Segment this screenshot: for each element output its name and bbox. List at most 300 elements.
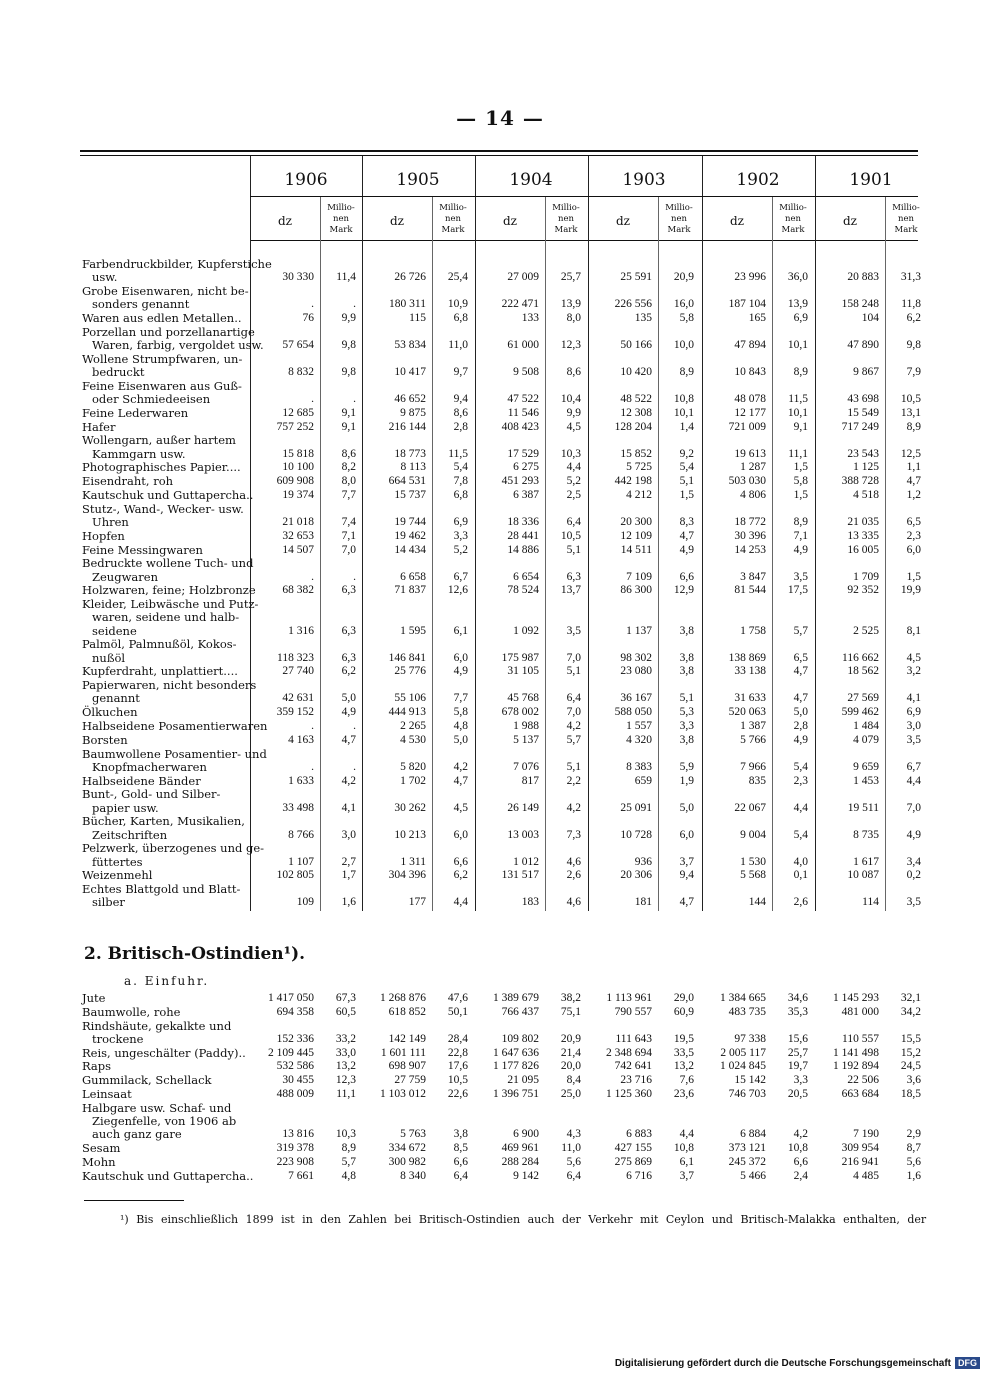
cell-million-mark: 7,3: [566, 828, 581, 841]
cell-dz: 520 063: [728, 706, 766, 719]
cell-dz: 2 265: [400, 720, 426, 732]
cell-dz: 6 654: [513, 570, 539, 583]
cell-dz: 1 387: [740, 720, 766, 732]
cell-million-mark: 8,4: [566, 1074, 581, 1087]
cell-dz: 71 837: [394, 584, 426, 597]
cell-million-mark: 6,3: [341, 584, 356, 597]
cell-million-mark: 4,0: [793, 855, 808, 868]
cell-dz: 245 372: [728, 1155, 766, 1168]
cell-dz: 15 737: [394, 489, 426, 501]
cell-million-mark: 34,2: [900, 1005, 921, 1018]
cell-million-mark: 5,1: [566, 665, 581, 678]
row-label: Photographisches Papier....: [82, 460, 241, 475]
cell-million-mark: 4,5: [906, 651, 921, 664]
year-rule: [250, 196, 918, 197]
row-label: Palmöl, Palmnußöl, Kokos-: [82, 637, 237, 652]
cell-million-mark: 7,4: [341, 516, 356, 528]
cell-dz: 177: [408, 896, 426, 909]
cell-million-mark: 6,8: [453, 489, 468, 501]
cell-million-mark: 2,9: [906, 1128, 921, 1141]
cell-million-mark: 4,7: [906, 475, 921, 488]
cell-million-mark: 11,0: [561, 1142, 581, 1154]
cell-million-mark: 20,5: [787, 1088, 808, 1100]
row-label: usw.: [92, 270, 118, 285]
cell-dz: 78 524: [507, 584, 539, 597]
cell-dz: 334 672: [388, 1142, 426, 1154]
cell-million-mark: 7,0: [341, 543, 356, 556]
cell-million-mark: 3,5: [906, 733, 921, 746]
row-label: Waren, farbig, vergoldet usw.: [92, 338, 264, 352]
cell-million-mark: 6,7: [906, 760, 921, 773]
cell-million-mark: 5,9: [679, 760, 694, 773]
cell-dz: 180 311: [389, 298, 426, 311]
cell-dz: 7 076: [513, 760, 539, 773]
cell-dz: 16 005: [847, 543, 879, 556]
cell-dz: 33 138: [734, 665, 766, 678]
cell-million-mark: 12,3: [335, 1074, 356, 1087]
cell-dz: 30 330: [282, 271, 314, 284]
cell-dz: 8 735: [853, 828, 879, 841]
cell-million-mark: 15,6: [787, 1032, 808, 1045]
cell-million-mark: 7,1: [341, 529, 356, 542]
row-label: Ziegenfelle, von 1906 ab: [92, 1114, 237, 1128]
subheader-million-mark: Millio- nen Mark: [892, 203, 920, 235]
cell-dz: 12 685: [282, 406, 314, 419]
cell-dz: 116 662: [842, 651, 879, 664]
cell-million-mark: 2,6: [793, 896, 808, 909]
cell-dz: 18 773: [394, 447, 426, 460]
cell-dz: 698 907: [388, 1060, 426, 1073]
cell-dz: 152 336: [276, 1032, 314, 1045]
cell-dz: 13 335: [847, 529, 879, 542]
cell-dz: 25 091: [620, 801, 652, 814]
cell-million-mark: 4,7: [793, 665, 808, 678]
row-label: bedruckt: [92, 365, 145, 379]
row-label: Reis, ungeschälter (Paddy)..: [82, 1045, 246, 1060]
row-label: Jute: [82, 991, 106, 1005]
cell-dz: 7 109: [626, 570, 652, 583]
cell-dz: 25 776: [394, 665, 426, 678]
cell-million-mark: 6,4: [566, 1169, 581, 1182]
cell-dz: 115: [409, 312, 426, 324]
section-title: 2. Britisch-Ostindien¹).: [84, 944, 306, 964]
cell-million-mark: 13,2: [673, 1060, 694, 1073]
cell-million-mark: 5,1: [566, 543, 581, 556]
row-label: papier usw.: [92, 800, 159, 815]
cell-million-mark: 7,8: [453, 475, 468, 488]
cell-million-mark: 23,6: [673, 1088, 694, 1100]
cell-million-mark: 3,5: [566, 624, 581, 637]
cell-million-mark: 3,3: [793, 1074, 808, 1087]
cell-million-mark: 4,2: [793, 1128, 808, 1141]
cell-million-mark: 5,0: [341, 692, 356, 705]
cell-million-mark: 5,0: [679, 801, 694, 814]
cell-dz: 742 641: [614, 1060, 652, 1073]
row-label: Gummilack, Schellack: [82, 1073, 212, 1088]
cell-dz: 9 867: [853, 366, 879, 378]
cell-dz: 1 268 876: [380, 992, 426, 1004]
cell-dz: 131 517: [501, 869, 539, 882]
cell-dz: 13 003: [507, 828, 539, 841]
section-subtitle: a. Einfuhr.: [124, 974, 210, 988]
cell-dz: 1 145 293: [833, 992, 879, 1004]
cell-million-mark: 9,1: [341, 406, 356, 419]
cell-million-mark: 3,2: [906, 665, 921, 678]
cell-million-mark: 10,5: [447, 1074, 468, 1087]
cell-dz: 2 348 694: [606, 1046, 652, 1059]
cell-dz: 1 287: [740, 461, 766, 474]
cell-million-mark: 2,8: [453, 420, 468, 433]
cell-million-mark: 9,1: [793, 420, 808, 433]
cell-dz: 20 300: [620, 516, 652, 528]
row-label: Waren aus edlen Metallen..: [82, 311, 242, 325]
cell-dz: 609 908: [276, 475, 314, 488]
cell-dz: 5 137: [513, 733, 539, 746]
cell-million-mark: 67,3: [335, 992, 356, 1004]
cell-dz: 1 384 665: [720, 992, 766, 1004]
cell-million-mark: 2,3: [793, 774, 808, 787]
cell-million-mark: 6,4: [566, 516, 581, 528]
cell-million-mark: 3,5: [906, 896, 921, 909]
cell-million-mark: 15,2: [900, 1046, 921, 1059]
cell-million-mark: 4,8: [341, 1169, 356, 1182]
cell-dz: 19 744: [394, 516, 426, 528]
cell-dz: 6 387: [513, 489, 539, 501]
row-label: Baumwolle, rohe: [82, 1004, 181, 1019]
cell-million-mark: 7,1: [793, 529, 808, 542]
cell-dz: 111 643: [615, 1032, 652, 1045]
cell-dz: 48 078: [734, 393, 766, 405]
cell-dz: 275 869: [614, 1155, 652, 1168]
cell-million-mark: 8,9: [679, 366, 694, 378]
cell-dz: 13 816: [282, 1128, 314, 1141]
cell-million-mark: 21,4: [560, 1046, 581, 1059]
cell-dz: 26 726: [394, 271, 426, 284]
subheader-million-mark: Millio- nen Mark: [779, 203, 807, 235]
cell-million-mark: 17,5: [787, 584, 808, 597]
cell-million-mark: 6,7: [453, 570, 468, 583]
cell-dz: 165: [748, 312, 766, 324]
row-label: Echtes Blattgold und Blatt-: [82, 882, 241, 897]
cell-dz: 14 511: [620, 543, 652, 556]
row-label: Knopfmacherwaren: [92, 759, 207, 774]
cell-dz: 721 009: [728, 420, 766, 433]
cell-million-mark: 20,0: [560, 1060, 581, 1073]
cell-million-mark: 10,8: [673, 393, 694, 405]
cell-dz: 746 703: [728, 1088, 766, 1100]
cell-dz: 15 852: [620, 447, 652, 460]
cell-million-mark: 1,7: [341, 869, 356, 882]
cell-dz: 4 212: [626, 489, 652, 501]
cell-dz: .: [311, 393, 314, 405]
row-label: genannt: [92, 691, 140, 706]
cell-million-mark: .: [353, 760, 356, 773]
cell-dz: 144: [748, 896, 766, 909]
cell-million-mark: 11,0: [448, 339, 468, 351]
row-label: seidene: [92, 623, 137, 638]
subheader-million-mark: Millio- nen Mark: [552, 203, 580, 235]
cell-million-mark: 5,6: [906, 1155, 921, 1168]
cell-million-mark: 9,1: [341, 420, 356, 433]
cell-dz: 6 883: [626, 1128, 652, 1141]
cell-million-mark: 4,2: [341, 774, 356, 787]
cell-dz: 388 728: [841, 475, 879, 488]
cell-dz: .: [311, 760, 314, 773]
cell-dz: 10 420: [620, 366, 652, 378]
cell-million-mark: 3,8: [679, 624, 694, 637]
cell-million-mark: 5,8: [453, 706, 468, 719]
cell-million-mark: 6,1: [453, 624, 468, 637]
cell-dz: 1 103 012: [380, 1088, 426, 1100]
cell-million-mark: 5,2: [566, 475, 581, 488]
cell-million-mark: 4,7: [679, 529, 694, 542]
cell-million-mark: 6,6: [453, 855, 468, 868]
cell-dz: 1 389 679: [493, 992, 539, 1004]
cell-dz: 175 987: [501, 651, 539, 664]
cell-million-mark: .: [353, 720, 356, 732]
cell-dz: 9 508: [513, 366, 539, 378]
cell-million-mark: 4,4: [453, 896, 468, 909]
cell-dz: 10 100: [282, 461, 314, 474]
cell-million-mark: 4,5: [453, 801, 468, 814]
cell-million-mark: 10,8: [673, 1142, 694, 1154]
cell-dz: 1 311: [400, 855, 426, 868]
cell-dz: 288 284: [501, 1155, 539, 1168]
row-label: Kautschuk und Guttapercha..: [82, 488, 254, 502]
cell-dz: 8 113: [400, 461, 426, 474]
cell-dz: 14 253: [734, 543, 766, 556]
cell-dz: 4 518: [853, 489, 879, 501]
subheader-dz: dz: [277, 214, 292, 228]
cell-dz: 694 358: [276, 1005, 314, 1018]
cell-dz: 588 050: [614, 706, 652, 719]
cell-million-mark: 60,9: [673, 1005, 694, 1018]
cell-dz: 10 843: [734, 366, 766, 378]
cell-million-mark: 1,9: [679, 774, 694, 787]
cell-dz: 23 716: [620, 1074, 652, 1087]
row-label: auch ganz gare: [92, 1127, 182, 1142]
cell-dz: 27 569: [847, 692, 879, 705]
row-label: Halbgare usw. Schaf- und: [82, 1100, 232, 1115]
cell-million-mark: 5,1: [679, 692, 694, 705]
credit-text: Digitalisierung gefördert durch die Deutsche Forschungsgemeinschaft: [614, 1357, 951, 1369]
cell-million-mark: 22,6: [447, 1088, 468, 1100]
cell-dz: 717 249: [841, 420, 879, 433]
cell-million-mark: 4,9: [793, 733, 808, 746]
row-label: Baumwollene Posamentier- und: [82, 746, 267, 761]
cell-dz: 18 562: [847, 665, 879, 678]
cell-million-mark: 5,6: [566, 1155, 581, 1168]
cell-million-mark: 2,4: [793, 1169, 808, 1182]
cell-dz: 5 725: [626, 461, 652, 474]
cell-dz: 21 095: [507, 1074, 539, 1087]
cell-dz: 135: [634, 312, 652, 324]
cell-dz: 2 005 117: [720, 1046, 766, 1059]
cell-million-mark: 9,7: [453, 366, 468, 378]
cell-dz: 1 595: [400, 624, 426, 637]
cell-dz: 1 092: [513, 624, 539, 637]
cell-million-mark: 4,3: [566, 1128, 581, 1141]
cell-dz: 226 556: [614, 298, 652, 311]
cell-dz: 1 617: [853, 855, 879, 868]
cell-million-mark: 5,3: [679, 706, 694, 719]
cell-million-mark: 12,3: [560, 339, 581, 351]
cell-dz: 1 633: [288, 774, 314, 787]
cell-dz: 57 654: [282, 339, 314, 351]
row-label: Bücher, Karten, Musikalien,: [82, 814, 245, 829]
footnote: ¹) Bis einschließlich 1899 ist in den Zahlen bei Britisch-Ostindien auch der Verkehr mit Ceylon und Britisch-Malakka enthalten, der: [120, 1213, 927, 1226]
cell-dz: 1 316: [288, 624, 314, 637]
cell-dz: 223 908: [276, 1155, 314, 1168]
cell-million-mark: 9,9: [341, 312, 356, 324]
cell-million-mark: 47,6: [447, 992, 468, 1004]
credit-line: [615, 1357, 980, 1369]
cell-dz: 1 484: [853, 720, 879, 732]
cell-million-mark: 3,3: [453, 529, 468, 542]
cell-dz: 187 104: [728, 298, 766, 311]
cell-million-mark: 10,5: [560, 529, 581, 542]
cell-million-mark: 20,9: [560, 1032, 581, 1045]
cell-dz: 98 302: [620, 651, 652, 664]
cell-million-mark: 5,0: [793, 706, 808, 719]
cell-million-mark: 1,5: [679, 489, 694, 501]
cell-dz: 1 647 636: [493, 1046, 539, 1059]
cell-dz: 1 107: [288, 855, 314, 868]
cell-million-mark: 8,3: [679, 516, 694, 528]
cell-million-mark: 11,1: [336, 1088, 356, 1100]
cell-dz: 1 125 360: [606, 1088, 652, 1100]
cell-million-mark: 3,8: [453, 1128, 468, 1141]
cell-million-mark: 0,2: [906, 869, 921, 882]
cell-dz: 664 531: [388, 475, 426, 488]
row-label: Rindshäute, gekalkte und: [82, 1018, 232, 1033]
cell-million-mark: 4,1: [341, 801, 356, 814]
cell-million-mark: 4,4: [566, 461, 581, 474]
cell-dz: 469 961: [501, 1142, 539, 1154]
row-label: Pelzwerk, überzogenes und ge-: [82, 841, 265, 856]
cell-million-mark: 4,1: [906, 692, 921, 705]
cell-dz: 1 758: [740, 624, 766, 637]
cell-dz: 488 009: [276, 1088, 314, 1100]
row-label: Raps: [82, 1059, 112, 1074]
cell-million-mark: 7,9: [906, 366, 921, 378]
cell-dz: 158 248: [841, 298, 879, 311]
cell-dz: 15 818: [282, 447, 314, 460]
cell-million-mark: 25,4: [447, 271, 468, 284]
cell-million-mark: 11,1: [788, 447, 808, 460]
cell-dz: 1 192 894: [833, 1060, 879, 1073]
subheader-dz: dz: [842, 214, 857, 228]
cell-million-mark: 5,4: [793, 828, 808, 841]
cell-million-mark: 4,6: [566, 896, 581, 909]
cell-dz: 181: [634, 896, 652, 909]
cell-dz: 6 716: [626, 1169, 652, 1182]
row-label: Eisendraht, roh: [82, 474, 174, 489]
cell-dz: .: [311, 720, 314, 732]
cell-dz: 1 137: [626, 624, 652, 637]
cell-million-mark: 25,0: [560, 1088, 581, 1100]
cell-dz: 18 336: [507, 516, 539, 528]
cell-million-mark: 19,5: [673, 1032, 694, 1045]
cell-million-mark: 7,7: [453, 692, 468, 705]
cell-million-mark: 6,9: [793, 312, 808, 324]
cell-dz: 12 177: [734, 406, 766, 419]
subheader-dz: dz: [615, 214, 630, 228]
row-label: trockene: [92, 1031, 144, 1046]
cell-dz: 4 163: [288, 733, 314, 746]
cell-dz: 1 988: [513, 720, 539, 732]
cell-dz: 790 557: [614, 1005, 652, 1018]
cell-dz: 1 396 751: [493, 1088, 539, 1100]
cell-million-mark: 8,9: [341, 1142, 356, 1154]
row-label: Grobe Eisenwaren, nicht be-: [82, 284, 249, 298]
cell-million-mark: 5,4: [793, 760, 808, 773]
subheader-dz: dz: [502, 214, 517, 228]
cell-million-mark: 4,4: [906, 774, 921, 787]
cell-dz: 1 702: [400, 774, 426, 787]
cell-dz: 304 396: [388, 869, 426, 882]
cell-million-mark: 8,6: [341, 447, 356, 460]
row-label: Zeugwaren: [92, 569, 158, 584]
cell-million-mark: 7,7: [341, 489, 356, 501]
cell-million-mark: 2,8: [793, 720, 808, 732]
subheader-million-mark: Millio- nen Mark: [327, 203, 355, 235]
cell-dz: 118 323: [277, 651, 314, 664]
cell-dz: 216 144: [388, 420, 426, 433]
cell-million-mark: 18,5: [900, 1088, 921, 1100]
cell-million-mark: 60,5: [335, 1005, 356, 1018]
cell-dz: 43 698: [847, 393, 879, 405]
cell-dz: 114: [862, 896, 879, 909]
cell-million-mark: 6,6: [793, 1155, 808, 1168]
row-label: Kautschuk und Guttapercha..: [82, 1168, 254, 1183]
cell-million-mark: 6,0: [906, 543, 921, 556]
cell-dz: 451 293: [501, 475, 539, 488]
cell-million-mark: 6,3: [566, 570, 581, 583]
cell-million-mark: 5,0: [453, 733, 468, 746]
cell-million-mark: 9,8: [341, 366, 356, 378]
cell-dz: 936: [634, 855, 652, 868]
cell-million-mark: 10,8: [787, 1142, 808, 1154]
row-label: Mohn: [82, 1154, 116, 1169]
subheader-dz: dz: [729, 214, 744, 228]
cell-dz: 10 087: [847, 869, 879, 882]
cell-million-mark: 5,8: [679, 312, 694, 324]
cell-dz: 104: [861, 312, 879, 324]
cell-dz: 86 300: [620, 584, 652, 597]
cell-dz: 6 884: [740, 1128, 766, 1141]
cell-million-mark: 34,6: [787, 992, 808, 1004]
cell-dz: 1 012: [513, 855, 539, 868]
page-number: — 14 —: [456, 106, 544, 130]
cell-dz: 1 601 111: [380, 1046, 426, 1059]
cell-million-mark: 1,5: [793, 461, 808, 474]
cell-million-mark: 4,4: [793, 801, 808, 814]
cell-dz: 300 982: [388, 1155, 426, 1168]
cell-million-mark: 4,7: [341, 733, 356, 746]
cell-million-mark: 6,4: [453, 1169, 468, 1182]
cell-million-mark: 8,6: [453, 406, 468, 419]
cell-million-mark: 10,1: [673, 406, 694, 419]
cell-million-mark: 7,0: [566, 706, 581, 719]
table-rule-header: [250, 240, 918, 241]
cell-million-mark: 6,5: [906, 516, 921, 528]
year-header: 1905: [396, 170, 440, 190]
cell-million-mark: 4,9: [906, 828, 921, 841]
cell-dz: 6 900: [513, 1128, 539, 1141]
year-header: 1904: [509, 170, 553, 190]
cell-million-mark: 38,2: [560, 992, 581, 1004]
